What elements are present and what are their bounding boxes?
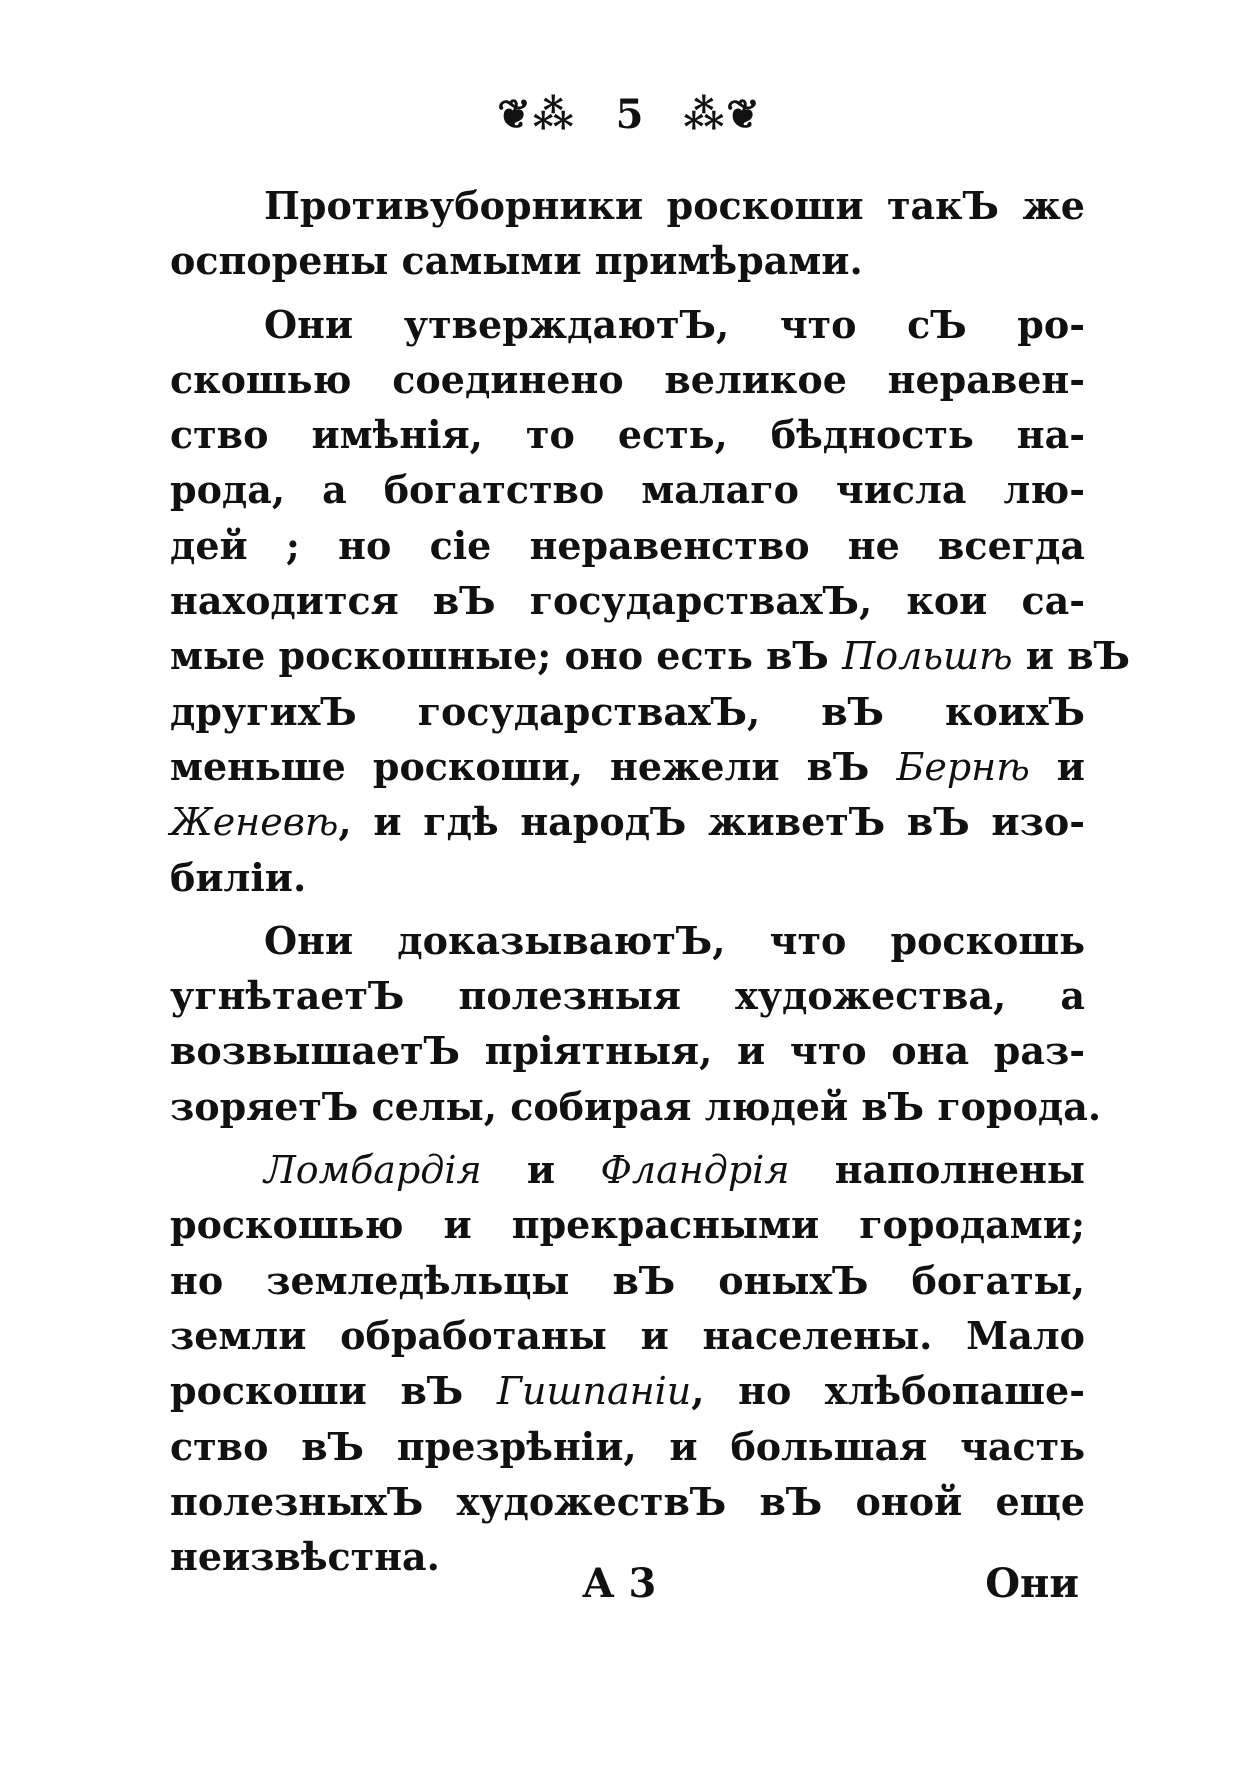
- text-line: [170, 407, 1085, 462]
- italic-word: Гишпаніи: [496, 1369, 692, 1414]
- paragraph: [170, 178, 1085, 289]
- paragraph-gap: [170, 1134, 1085, 1142]
- text-run: меньше роскоши, нежели вЪ: [170, 743, 897, 789]
- text-run: но земледѣльцы вЪ оныхЪ богаты,: [170, 1257, 1085, 1303]
- page-header: [0, 82, 1259, 145]
- italic-word: Женевѣ: [170, 800, 339, 845]
- ornament-right-icon: ⁂❦: [683, 91, 762, 138]
- text-line: [170, 739, 1085, 794]
- paragraph-gap: [170, 289, 1085, 297]
- text-line: [170, 1419, 1085, 1474]
- page-number: 5: [615, 91, 644, 138]
- text-line: [170, 1023, 1085, 1078]
- text-run: возвышаетЪ пріятныя, и что она раз-: [170, 1028, 1085, 1074]
- catchword: Они: [985, 1560, 1079, 1607]
- text-run: зоряетЪ селы, собирая людей вЪ города.: [170, 1083, 1102, 1129]
- text-run: ство имѣнія, то есть, бѣдность на-: [170, 412, 1085, 458]
- text-line: [170, 1197, 1085, 1252]
- text-line: [170, 684, 1085, 739]
- ornament-left-icon: ❦⁂: [497, 91, 576, 138]
- text-run: Они утверждаютЪ, что сЪ ро-: [264, 301, 1085, 347]
- italic-word: Ломбардія: [264, 1148, 482, 1193]
- italic-word: Фландрія: [600, 1148, 790, 1193]
- text-run: угнѣтаетЪ полезныя художества, а: [170, 973, 1085, 1019]
- page-footer: [170, 1560, 1085, 1620]
- text-run: роскошью и прекрасными городами;: [170, 1202, 1085, 1248]
- text-line: [170, 850, 1085, 905]
- text-run: роскоши вЪ: [170, 1368, 497, 1414]
- body-text: [170, 178, 1130, 1584]
- text-line: [170, 1142, 1085, 1197]
- italic-word: Польшѣ: [842, 634, 1013, 679]
- text-line: [170, 352, 1085, 407]
- paragraph: [170, 297, 1130, 905]
- text-run: мые роскошные; оно есть вЪ: [170, 633, 843, 679]
- text-line: [170, 968, 1085, 1023]
- text-run: оспорены самыми примѣрами.: [170, 238, 863, 284]
- text-run: скошью соединено великое неравен-: [170, 356, 1085, 402]
- text-run: и: [481, 1147, 601, 1193]
- text-run: и вЪ: [1012, 633, 1130, 679]
- text-line: [170, 794, 1085, 849]
- text-line: [170, 233, 1085, 288]
- text-run: Они доказываютЪ, что роскошь: [264, 917, 1085, 963]
- text-line: [170, 1363, 1085, 1418]
- text-run: неизвѣстна.: [170, 1534, 440, 1580]
- text-run: Противуборники роскоши такЪ же: [264, 183, 1085, 228]
- text-run: рода, а богатство малаго числа лю-: [170, 467, 1085, 513]
- text-run: , и гдѣ народЪ живетЪ вЪ изо-: [338, 799, 1085, 845]
- text-run: земли обработаны и населены. Мало: [170, 1312, 1085, 1358]
- text-run: наполнены: [789, 1147, 1085, 1193]
- signature-mark: А 3: [582, 1560, 657, 1607]
- text-line: [170, 913, 1085, 968]
- text-line: [170, 1253, 1085, 1308]
- text-run: другихЪ государствахЪ, вЪ коихЪ: [170, 688, 1085, 734]
- text-line: [170, 1308, 1085, 1363]
- text-run: биліи.: [170, 854, 307, 900]
- paragraph: [170, 1142, 1085, 1584]
- text-line: [170, 1474, 1085, 1529]
- text-run: полезныхЪ художествЪ вЪ оной еще: [170, 1478, 1085, 1524]
- text-run: ство вЪ презрѣніи, и большая часть: [170, 1423, 1085, 1469]
- text-run: и: [1029, 743, 1085, 789]
- text-run: , но хлѣбопаше-: [691, 1368, 1085, 1414]
- paragraph: [170, 913, 1102, 1134]
- text-line: [170, 628, 1130, 683]
- text-line: [170, 518, 1085, 573]
- italic-word: Бернѣ: [896, 744, 1030, 789]
- text-line: [170, 573, 1085, 628]
- paragraph-gap: [170, 905, 1085, 913]
- text-line: [170, 297, 1085, 352]
- text-line: [170, 178, 1085, 233]
- text-line: [170, 462, 1085, 517]
- text-run: находится вЪ государствахЪ, кои са-: [170, 578, 1085, 624]
- text-line: [170, 1079, 1102, 1134]
- text-run: дей ; но сіе неравенство не всегда: [170, 522, 1085, 568]
